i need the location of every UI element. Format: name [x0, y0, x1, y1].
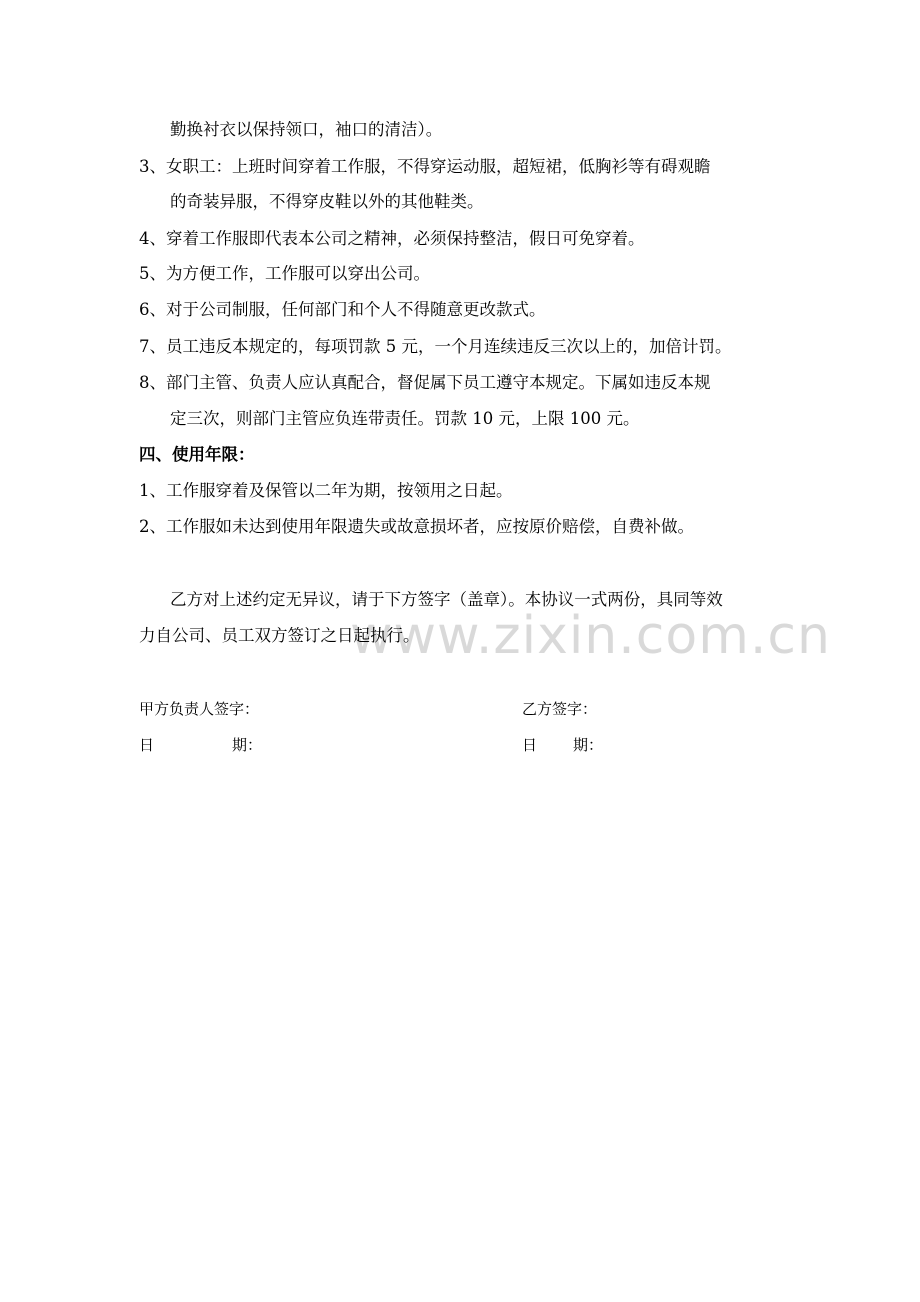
list-item-7: 7、员工违反本规定的，每项罚款 5 元，一个月连续违反三次以上的，加倍计罚。: [139, 337, 732, 356]
list-item-2: 2、工作服如未达到使用年限遗失或故意损坏者，应按原价赔偿，自费补做。: [139, 517, 694, 536]
closing-paragraph: 乙方对上述约定无异议，请于下方签字（盖章）。本协议一式两份，具同等效: [170, 590, 723, 609]
party-a-signature-label: 甲方负责人签字：: [139, 700, 260, 718]
party-b-signature-label: 乙方签字：: [522, 700, 598, 718]
list-item-1: 1、工作服穿着及保管以二年为期，按领用之日起。: [139, 481, 513, 500]
list-item-6: 6、对于公司制服，任何部门和个人不得随意更改款式。: [139, 300, 546, 319]
paragraph-line: 定三次，则部门主管应负连带责任。罚款 10 元，上限 100 元。: [170, 409, 640, 428]
party-b-date-label-1: 日: [522, 736, 538, 754]
list-item-4: 4、穿着工作服即代表本公司之精神，必须保持整洁，假日可免穿着。: [139, 229, 645, 248]
paragraph-line: 的奇装异服，不得穿皮鞋以外的其他鞋类。: [170, 192, 484, 211]
list-item-3: 3、女职工：上班时间穿着工作服，不得穿运动服，超短裙，低胸衫等有碍观瞻: [139, 157, 711, 176]
section-heading: 四、使用年限：: [139, 445, 255, 464]
watermark: www.zixin.com.cn: [350, 606, 831, 666]
paragraph-line: 勤换衬衣以保持领口，袖口的清洁）。: [170, 120, 443, 139]
party-b-date-label-2: 期：: [573, 736, 604, 754]
closing-paragraph-cont: 力自公司、员工双方签订之日起执行。: [139, 626, 420, 645]
list-item-8: 8、部门主管、负责人应认真配合，督促属下员工遵守本规定。下属如违反本规: [139, 373, 711, 392]
party-a-date-label-1: 日: [139, 736, 155, 754]
party-a-date-label-2: 期：: [232, 736, 263, 754]
list-item-5: 5、为方便工作，工作服可以穿出公司。: [139, 264, 430, 283]
